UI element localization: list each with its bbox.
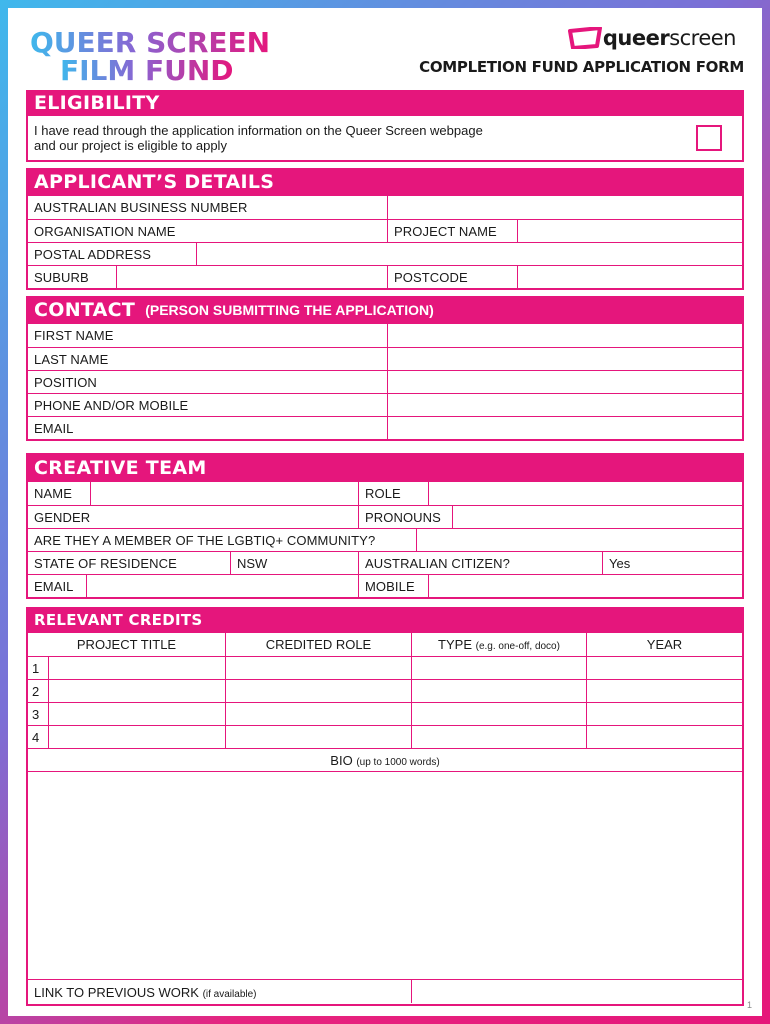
- credit-title-field[interactable]: [48, 703, 225, 725]
- lgbtiq-label: ARE THEY A MEMBER OF THE LGBTIQ+ COMMUNITY?: [34, 533, 376, 548]
- eligibility-statement: I have read through the application information on the Queer Screen webpage and our project is eligible to apply: [34, 123, 483, 153]
- credit-role-field[interactable]: [225, 726, 411, 748]
- contact-email-field[interactable]: [387, 417, 742, 439]
- state-field[interactable]: NSW: [230, 552, 358, 574]
- credits-table: [26, 633, 744, 1006]
- col-project-title: PROJECT TITLE: [76, 637, 177, 652]
- credit-type-field[interactable]: [411, 726, 586, 748]
- role-field[interactable]: [428, 482, 742, 505]
- credit-role-field[interactable]: [225, 657, 411, 679]
- creative-team-table: [26, 482, 744, 599]
- organisation-name-label: ORGANISATION NAME: [34, 224, 176, 239]
- citizen-label: AUSTRALIAN CITIZEN?: [358, 552, 602, 574]
- suburb-label: SUBURB: [34, 270, 89, 285]
- pronouns-field[interactable]: [452, 506, 742, 528]
- credit-row-number: 4: [32, 730, 40, 745]
- mobile-label: MOBILE: [358, 575, 428, 597]
- relevant-credits-heading: RELEVANT CREDITS: [26, 607, 744, 633]
- col-credited-role: CREDITED ROLE: [225, 633, 411, 656]
- link-field[interactable]: [411, 980, 742, 1003]
- creative-team-heading: CREATIVE TEAM: [26, 453, 744, 482]
- phone-label: PHONE AND/OR MOBILE: [34, 398, 189, 413]
- phone-field[interactable]: [387, 394, 742, 416]
- credit-year-field[interactable]: [586, 657, 742, 679]
- credit-row-number: 1: [32, 661, 40, 676]
- credit-row-number: 3: [32, 707, 40, 722]
- lgbtiq-field[interactable]: [416, 529, 742, 551]
- link-label: LINK TO PREVIOUS WORK (if available): [34, 985, 257, 1000]
- credit-year-field[interactable]: [586, 680, 742, 702]
- form-page: [8, 8, 762, 1016]
- queer-screen-film-fund-logo: [26, 24, 296, 88]
- col-type: TYPE (e.g. one-off, doco): [411, 633, 586, 656]
- credit-title-field[interactable]: [48, 726, 225, 748]
- logo-line-1: QUEER SCREEN: [30, 26, 271, 59]
- eligibility-heading: ELIGIBILITY: [26, 90, 744, 116]
- col-year: YEAR: [586, 633, 742, 656]
- bio-label: BIO (up to 1000 words): [330, 753, 440, 768]
- state-label: STATE OF RESIDENCE: [34, 556, 177, 571]
- last-name-label: LAST NAME: [34, 352, 109, 367]
- postal-address-field[interactable]: [196, 243, 742, 265]
- credit-title-field[interactable]: [48, 657, 225, 679]
- credit-year-field[interactable]: [586, 703, 742, 725]
- logo-line-2: FILM FUND: [60, 54, 234, 87]
- project-name-label: PROJECT NAME: [387, 220, 517, 242]
- page-number: 1: [746, 1000, 752, 1010]
- credit-type-field[interactable]: [411, 680, 586, 702]
- first-name-label: FIRST NAME: [34, 328, 114, 343]
- gender-label: GENDER: [34, 510, 91, 525]
- applicant-table: [26, 196, 744, 290]
- brand-name: queerscreen: [602, 26, 736, 50]
- creative-name-label: NAME: [34, 486, 72, 501]
- screen-logo-icon: [567, 27, 603, 49]
- postal-address-label: POSTAL ADDRESS: [34, 247, 151, 262]
- credit-row-number: 2: [32, 684, 40, 699]
- bio-field[interactable]: [28, 772, 742, 979]
- applicant-heading: APPLICANT’S DETAILS: [26, 168, 744, 196]
- credit-type-field[interactable]: [411, 657, 586, 679]
- contact-heading: CONTACT (PERSON SUBMITTING THE APPLICATION): [26, 296, 744, 324]
- credit-title-field[interactable]: [48, 680, 225, 702]
- queerscreen-brand: [567, 26, 736, 50]
- pronouns-label: PRONOUNS: [358, 506, 452, 528]
- credit-role-field[interactable]: [225, 680, 411, 702]
- abn-label: AUSTRALIAN BUSINESS NUMBER: [34, 200, 248, 215]
- first-name-field[interactable]: [387, 324, 742, 347]
- contact-email-label: EMAIL: [34, 421, 74, 436]
- postcode-label: POSTCODE: [387, 266, 517, 288]
- eligibility-checkbox[interactable]: [696, 125, 722, 151]
- last-name-field[interactable]: [387, 348, 742, 370]
- suburb-field[interactable]: [116, 266, 387, 288]
- abn-field[interactable]: [387, 196, 742, 219]
- postcode-field[interactable]: [517, 266, 742, 288]
- position-label: POSITION: [34, 375, 97, 390]
- creative-email-label: EMAIL: [34, 579, 74, 594]
- credit-type-field[interactable]: [411, 703, 586, 725]
- creative-name-field[interactable]: [90, 482, 358, 505]
- contact-table: [26, 324, 744, 441]
- mobile-field[interactable]: [428, 575, 742, 597]
- citizen-field[interactable]: Yes: [602, 552, 742, 574]
- credit-role-field[interactable]: [225, 703, 411, 725]
- creative-email-field[interactable]: [86, 575, 358, 597]
- position-field[interactable]: [387, 371, 742, 393]
- role-label: ROLE: [358, 482, 428, 505]
- credit-year-field[interactable]: [586, 726, 742, 748]
- project-name-field[interactable]: [517, 220, 742, 242]
- form-title: COMPLETION FUND APPLICATION FORM: [419, 58, 744, 76]
